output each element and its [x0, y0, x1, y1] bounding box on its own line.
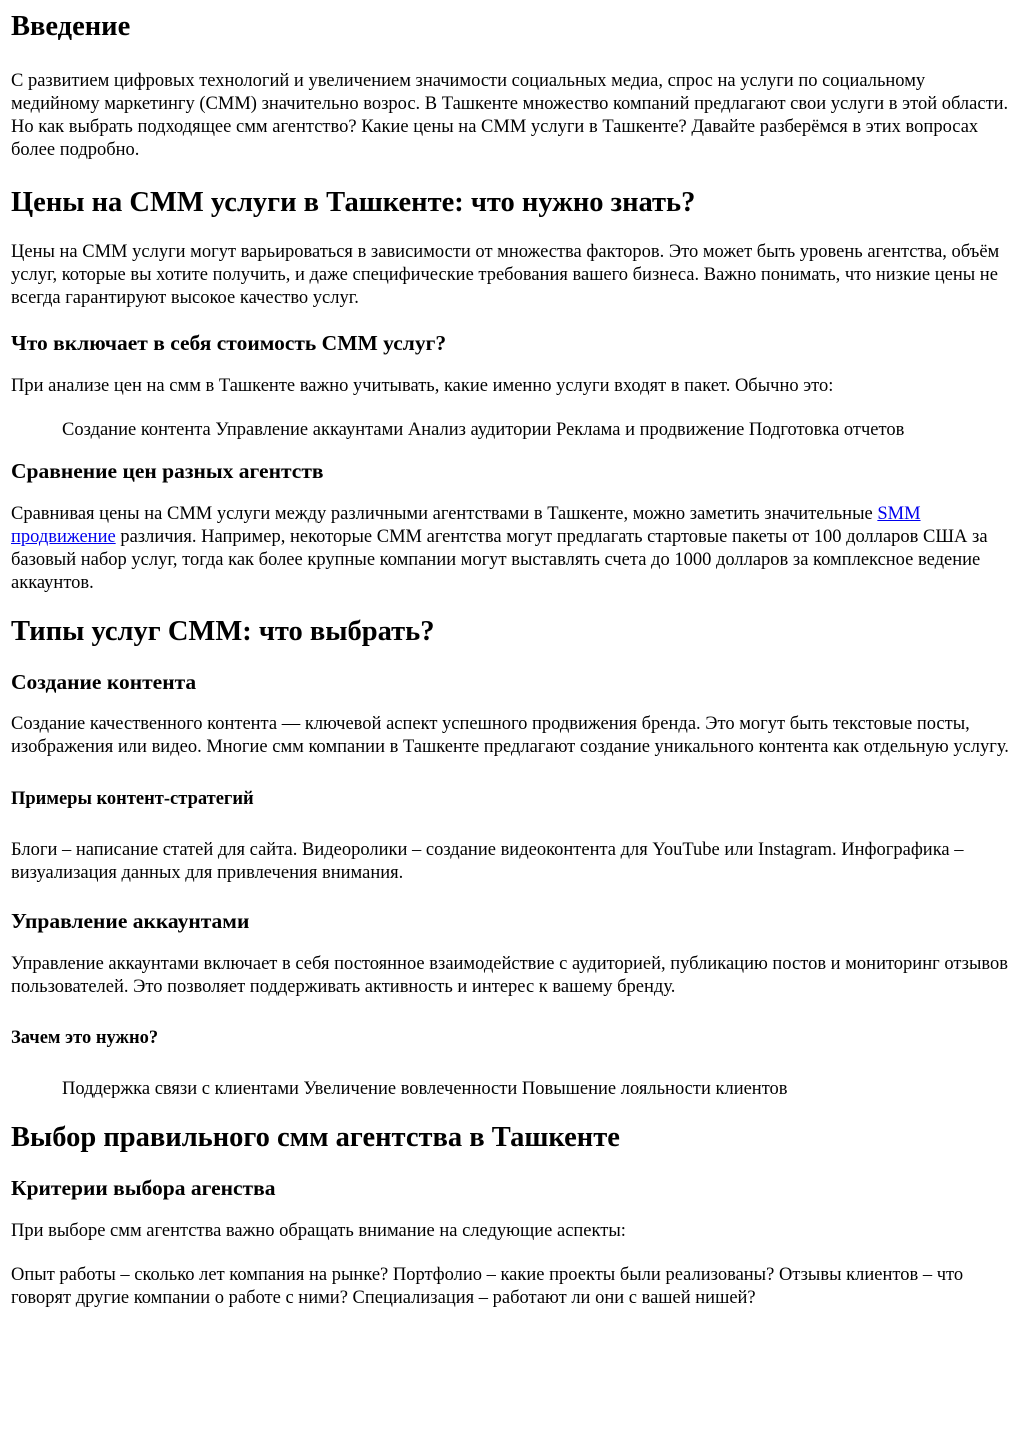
- strategies-paragraph: Блоги – написание статей для сайта. Видеоролики – создание видеоконтента для YouTube или Instagram. Инфографика – визуализация данных для привлечения внимания.: [11, 840, 964, 883]
- why-list: Поддержка связи с клиентами Увеличение вовлеченности Повышение лояльности клиентов: [62, 1079, 788, 1099]
- article: [0, 10, 1024, 1310]
- criteria-list: Опыт работы – сколько лет компания на рынке? Портфолио – какие проекты были реализованы? Отзывы клиентов – что говорят другие компании о работе с ними? Специализация – работают ли они с вашей нишей?: [11, 1265, 964, 1308]
- compare-text-before: Сравнивая цены на СММ услуги между различными агентствами в Ташкенте, можно заметить значительные: [11, 504, 878, 524]
- criteria-heading: Критерии выбора агенства: [11, 1176, 276, 1200]
- types-heading: Типы услуг СММ: что выбрать?: [11, 616, 435, 647]
- cost-list: Создание контента Управление аккаунтами Анализ аудитории Реклама и продвижение Подготовка отчетов: [62, 420, 905, 440]
- cost-paragraph: При анализе цен на смм в Ташкенте важно учитывать, какие именно услуги входят в пакет. Обычно это:: [11, 376, 834, 396]
- why-heading: Зачем это нужно?: [11, 1028, 159, 1048]
- prices-heading: Цены на СММ услуги в Ташкенте: что нужно знать?: [11, 187, 696, 218]
- criteria-paragraph: При выборе смм агентства важно обращать внимание на следующие аспекты:: [11, 1221, 626, 1241]
- compare-paragraph: [11, 503, 1013, 595]
- prices-paragraph: Цены на СММ услуги могут варьироваться в зависимости от множества факторов. Это может быть уровень агентства, объём услуг, которые вы хотите получить, и даже специфические требования вашего бизнеса. Важно понимать, что низкие цены не всегда гарантируют высокое качество услуг.: [11, 242, 1000, 308]
- compare-text-after: различия. Например, некоторые СММ агентства могут предлагать стартовые пакеты от 100 долларов США за базовый набор услуг, тогда как более крупные компании могут выставлять счета до 1000 долларов за комплексное ведение аккаунтов.: [11, 527, 988, 593]
- smm-promotion-link[interactable]: SMM продвижение: [11, 504, 921, 547]
- intro-paragraph: С развитием цифровых технологий и увеличением значимости социальных медиа, спрос на услуги по социальному медийному маркетингу (СММ) значительно возрос. В Ташкенте множество компаний предлагают свои услуги в этой области. Но как выбрать подходящее смм агентство? Какие цены на СММ услуги в Ташкенте? Давайте разберёмся в этих вопросах более подробно.: [11, 71, 1009, 160]
- accounts-paragraph: Управление аккаунтами включает в себя постоянное взаимодействие с аудиторией, публикацию постов и мониторинг отзывов пользователей. Это позволяет поддерживать активность и интерес к вашему бренду.: [11, 954, 1008, 997]
- content-heading: Создание контента: [11, 670, 197, 694]
- accounts-heading: Управление аккаунтами: [11, 909, 250, 933]
- choice-heading: Выбор правильного смм агентства в Ташкенте: [11, 1122, 620, 1153]
- cost-heading: Что включает в себя стоимость СММ услуг?: [11, 331, 447, 355]
- compare-heading: Сравнение цен разных агентств: [11, 459, 324, 483]
- content-paragraph: Создание качественного контента — ключевой аспект успешного продвижения бренда. Это могут быть текстовые посты, изображения или видео. Многие смм компании в Ташкенте предлагают создание уникального контента как отдельную услугу.: [11, 714, 1009, 757]
- strategies-heading: Примеры контент-стратегий: [11, 789, 254, 809]
- intro-heading: Введение: [11, 11, 131, 42]
